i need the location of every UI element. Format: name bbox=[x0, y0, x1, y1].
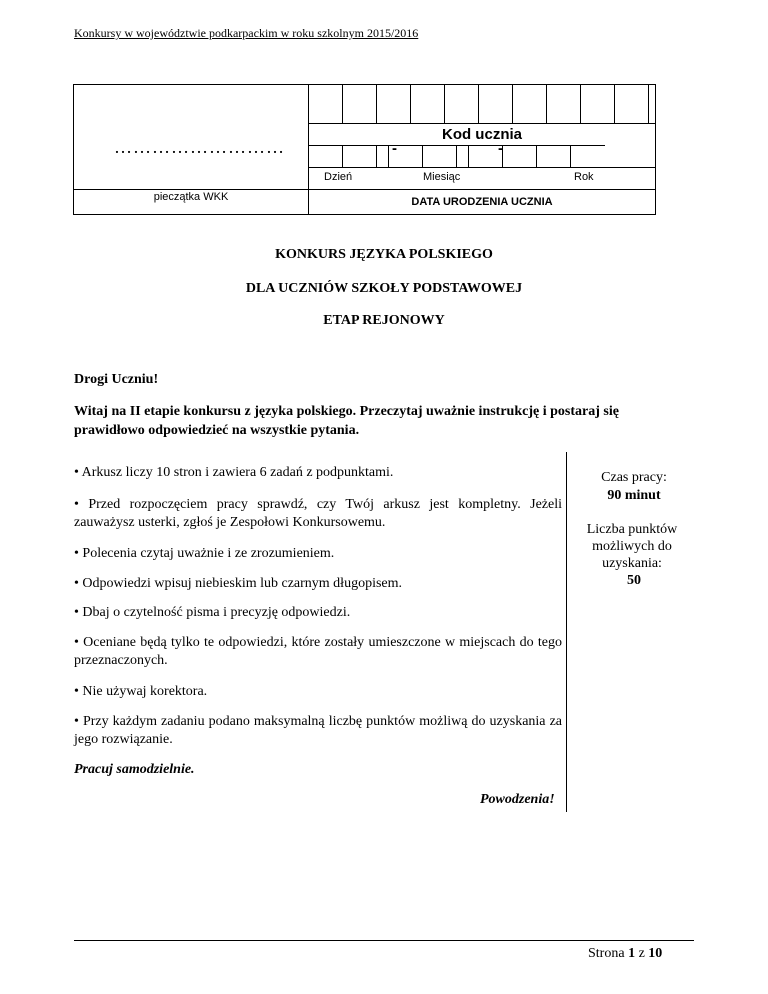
divider bbox=[566, 452, 567, 812]
stamp-label: pieczątka WKK bbox=[153, 191, 229, 203]
kod-ucznia-row bbox=[309, 123, 655, 146]
code-box[interactable] bbox=[547, 85, 581, 123]
year-box[interactable] bbox=[503, 146, 537, 168]
month-label: Miesiąc bbox=[423, 171, 461, 183]
year-box[interactable] bbox=[537, 146, 571, 168]
day-box[interactable] bbox=[343, 146, 377, 168]
year-label: Rok bbox=[574, 171, 594, 183]
instruction-item: • Dbaj o czytelność pisma i precyzję odpowiedzi. bbox=[74, 605, 351, 620]
date-dash-2: - bbox=[498, 140, 503, 157]
code-box[interactable] bbox=[377, 85, 411, 123]
day-label: Dzień bbox=[324, 171, 353, 183]
kod-ucznia-label: Kod ucznia bbox=[441, 126, 522, 143]
points-label: Liczba punktów możliwych do uzyskania: bbox=[586, 522, 678, 571]
instruction-item: • Przy każdym zadaniu podano maksymalną liczbę punktów możliwą do uzyskania za jego rozwiązanie. bbox=[74, 714, 562, 747]
title-line-3: ETAP REJONOWY bbox=[323, 313, 445, 328]
code-box[interactable] bbox=[581, 85, 615, 123]
page-header: Konkursy w województwie podkarpackim w roku szkolnym 2015/2016 bbox=[74, 26, 419, 40]
code-box[interactable] bbox=[309, 85, 343, 123]
day-box[interactable] bbox=[309, 146, 343, 168]
instruction-item: • Arkusz liczy 10 stron i zawiera 6 zadań z podpunktami. bbox=[74, 465, 394, 480]
birth-date-label: DATA URODZENIA UCZNIA bbox=[309, 189, 655, 215]
month-box[interactable] bbox=[423, 146, 457, 168]
good-luck: Powodzenia! bbox=[480, 792, 555, 807]
instruction-item: • Polecenia czytaj uważnie i ze zrozumieniem. bbox=[74, 546, 335, 561]
year-box[interactable] bbox=[571, 146, 605, 168]
title-line-2: DLA UCZNIÓW SZKOŁY PODSTAWOWEJ bbox=[245, 281, 523, 296]
code-box[interactable] bbox=[343, 85, 377, 123]
code-box[interactable] bbox=[649, 85, 683, 123]
page-number: Strona 1 z 10 bbox=[588, 946, 663, 961]
footer-rule bbox=[74, 940, 694, 941]
instruction-item: • Przed rozpoczęciem pracy sprawdź, czy Twój arkusz jest kompletny. Jeżeli zauważysz usterki, zgłoś je Zespołowi Konkursowemu. bbox=[74, 497, 562, 530]
student-info-box bbox=[73, 84, 656, 215]
instruction-item: • Oceniane będą tylko te odpowiedzi, które zostały umieszczone w miejscach do tego przeznaczonych. bbox=[74, 635, 562, 668]
code-box[interactable] bbox=[513, 85, 547, 123]
time-label: Czas pracy: bbox=[601, 470, 667, 485]
birth-date-boxes[interactable] bbox=[309, 145, 605, 168]
code-box[interactable] bbox=[615, 85, 649, 123]
code-box[interactable] bbox=[445, 85, 479, 123]
stamp-dots: ……………………… bbox=[114, 137, 285, 157]
stamp-area bbox=[74, 85, 309, 214]
instruction-item: • Odpowiedzi wpisuj niebieskim lub czarnym długopisem. bbox=[74, 576, 403, 591]
points-value: 50 bbox=[627, 573, 641, 588]
work-alone-note: Pracuj samodzielnie. bbox=[74, 762, 195, 777]
code-box[interactable] bbox=[411, 85, 445, 123]
title-line-1: KONKURS JĘZYKA POLSKIEGO bbox=[275, 247, 493, 262]
code-box[interactable] bbox=[479, 85, 513, 123]
student-code-boxes[interactable] bbox=[309, 85, 683, 123]
intro-text: Witaj na II etapie konkursu z języka polskiego. Przeczytaj uważnie instrukcję i postaraj się prawidłowo odpowiedzieć na wszystkie pytania. bbox=[74, 404, 619, 438]
time-value: 90 minut bbox=[607, 488, 661, 503]
greeting: Drogi Uczniu! bbox=[74, 372, 159, 387]
date-part-labels bbox=[309, 167, 655, 190]
date-dash-1: - bbox=[392, 140, 397, 157]
instruction-item: • Nie używaj korektora. bbox=[74, 684, 208, 699]
